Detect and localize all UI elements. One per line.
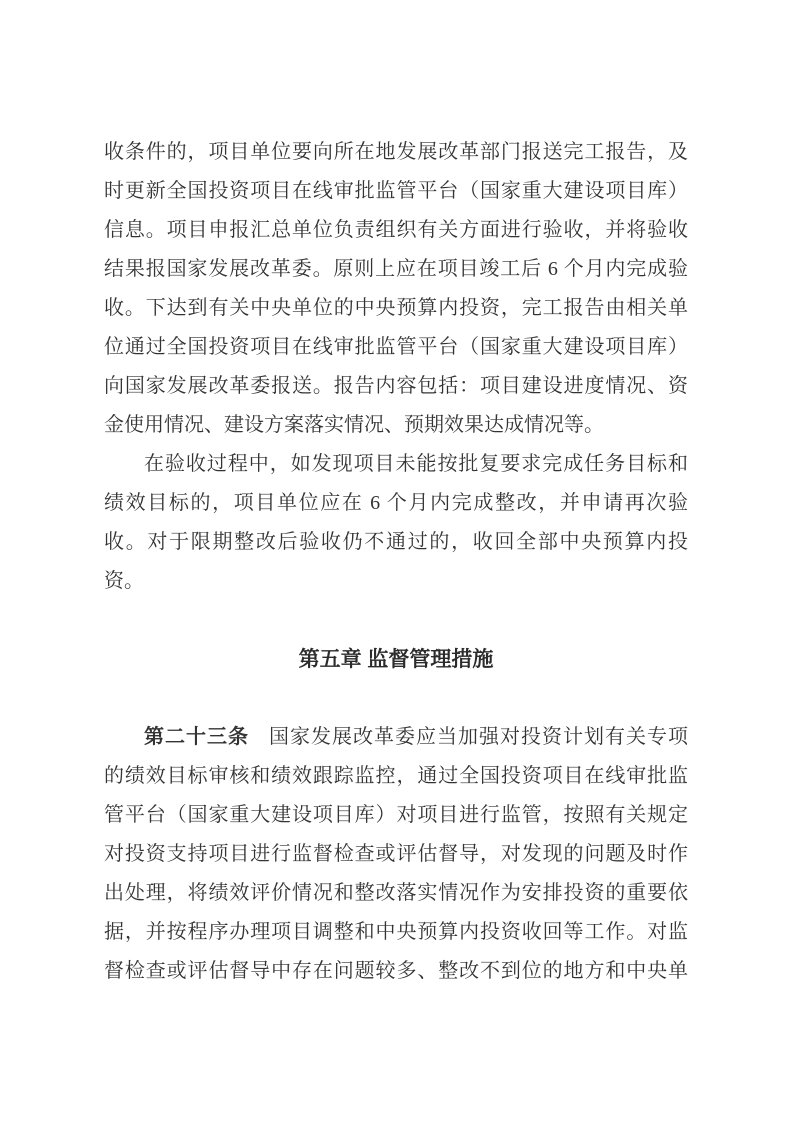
text-line: 的绩效目标审核和绩效跟踪监控，通过全国投资项目在线审批监 (104, 765, 688, 787)
document-body (104, 133, 688, 991)
chapter-heading: 第五章 监督管理措施 (298, 648, 494, 671)
text-line: 时更新全国投资项目在线审批监管平台（国家重大建设项目库） (104, 180, 688, 202)
text-line: 在验收过程中，如发现项目未能按批复要求完成任务目标和 (144, 453, 688, 475)
text-line: 金使用情况、建设方案落实情况、预期效果达成情况等。 (104, 414, 604, 436)
text-line: 结果报国家发展改革委。原则上应在项目竣工后 6 个月内完成验 (104, 258, 688, 280)
paragraph-rectification (104, 445, 688, 601)
text-line: 收。下达到有关中央单位的中央预算内投资，完工报告由相关单 (104, 297, 688, 319)
article-text: 国家发展改革委应当加强对投资计划有关专项 (269, 726, 688, 748)
paragraph-article-23 (104, 718, 688, 991)
paragraph-completion-acceptance (104, 133, 688, 445)
text-line: 收条件的，项目单位要向所在地发展改革部门报送完工报告，及 (104, 141, 688, 163)
text-line (104, 718, 688, 757)
text-line: 督检查或评估督导中存在问题较多、整改不到位的地方和中央单 (104, 960, 688, 982)
article-number: 第二十三条 (144, 726, 249, 748)
text-line: 资。 (104, 570, 144, 592)
text-line: 位通过全国投资项目在线审批监管平台（国家重大建设项目库） (104, 336, 688, 358)
text-line: 信息。项目申报汇总单位负责组织有关方面进行验收，并将验收 (104, 219, 688, 241)
text-line: 收。对于限期整改后验收仍不通过的，收回全部中央预算内投 (104, 531, 688, 553)
text-line: 绩效目标的，项目单位应在 6 个月内完成整改，并申请再次验 (104, 492, 688, 514)
text-line: 向国家发展改革委报送。报告内容包括：项目建设进度情况、资 (104, 375, 688, 397)
text-line: 管平台（国家重大建设项目库）对项目进行监管，按照有关规定 (104, 804, 688, 826)
text-line: 对投资支持项目进行监督检查或评估督导，对发现的问题及时作 (104, 843, 688, 865)
text-line: 出处理，将绩效评价情况和整改落实情况作为安排投资的重要依 (104, 882, 688, 904)
text-line: 据，并按程序办理项目调整和中央预算内投资收回等工作。对监 (104, 921, 688, 943)
